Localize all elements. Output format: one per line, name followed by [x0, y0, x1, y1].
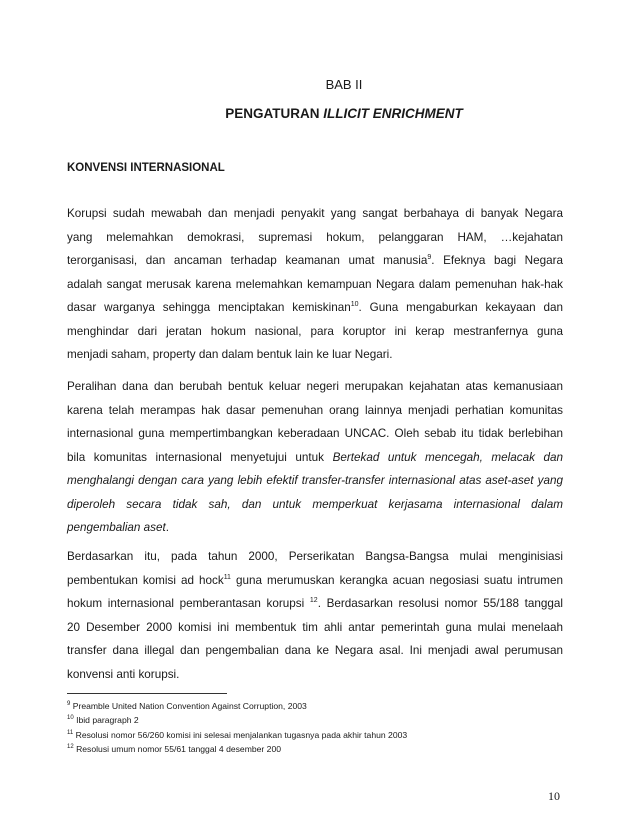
chapter-title — [0, 106, 638, 121]
footnote-number: 12 — [67, 744, 74, 751]
text-line — [67, 320, 563, 344]
text-run: Korupsi sudah mewabah dan menjadi penyakit yang sangat berbahaya di banyak Negara — [67, 207, 563, 220]
footnotes — [67, 699, 407, 757]
text-run: . Efeknya bagi Negara — [431, 254, 563, 267]
footnote-number: 10 — [67, 715, 74, 722]
text-run: . — [165, 521, 170, 534]
footnote-ref: 12 — [309, 597, 318, 605]
text-run: 20 Desember 2000 komisi ini membentuk tim ahli antar pemerintah guna mulai menelaah — [67, 620, 563, 634]
text-run: dasar warganya sehingga menciptakan kemiskinan — [67, 301, 351, 314]
chapter-title-prefix: PENGATURAN — [225, 106, 324, 121]
paragraph — [67, 375, 563, 540]
paragraph — [67, 202, 563, 367]
text-run: konvensi anti korupsi. — [67, 667, 180, 681]
footnote-number: 11 — [67, 729, 74, 736]
text-line — [67, 493, 563, 517]
text-run: menjadi saham, property dan dalam bentuk lain ke luar Negari. — [67, 348, 393, 361]
text-line — [67, 226, 563, 250]
text-line — [67, 446, 563, 470]
text-line — [67, 569, 563, 593]
text-line — [67, 202, 563, 226]
italic-text: Bertekad untuk mencegah, melacak dan — [332, 450, 563, 464]
footnote-text: Resolusi umum nomor 55/61 tanggal 4 desember 200 — [73, 744, 282, 755]
footnote-ref: 9 — [427, 254, 432, 262]
footnote-ref: 10 — [350, 301, 359, 309]
text-line — [67, 545, 563, 569]
text-run: Berdasarkan itu, pada tahun 2000, Perserikatan Bangsa-Bangsa mulai menginisiasi — [67, 550, 563, 563]
footnote — [67, 742, 407, 756]
italic-text: diperoleh secara tidak sah, dan untuk memperkuat kerjasama internasional dalam — [67, 497, 563, 511]
text-run: karena telah merampas hak dasar pemenuhan orang lainnya menjadi perhatian komunitas — [67, 403, 563, 417]
section-heading: KONVENSI INTERNASIONAL — [67, 162, 225, 174]
text-run: transfer dana illegal dan pengembalian dana ke Negara asal. Ini menjadi awal perumusan — [67, 644, 563, 657]
footnote-text: Preamble United Nation Convention Against Corruption, 2003 — [70, 701, 307, 711]
text-line — [67, 249, 563, 273]
page-number: 10 — [548, 789, 560, 803]
italic-text: pengembalian aset — [67, 521, 166, 534]
text-line — [67, 296, 563, 320]
text-run: . Berdasarkan resolusi nomor 55/188 tanggal — [317, 597, 563, 610]
text-run: bila komunitas internasional menyetujui untuk — [67, 450, 333, 464]
paragraph — [67, 545, 563, 686]
text-run: pembentukan komisi ad hock — [67, 573, 224, 587]
footnote — [67, 699, 407, 713]
text-line — [67, 592, 563, 616]
footnote-ref: 11 — [223, 573, 231, 581]
text-run: hokum internasional pemberantasan korupsi — [67, 597, 310, 610]
footnote — [67, 713, 407, 727]
text-line — [67, 273, 563, 297]
text-line — [67, 663, 563, 687]
text-line — [67, 516, 563, 540]
text-line — [67, 469, 563, 493]
text-line — [67, 375, 563, 399]
italic-text: menghalangi dengan cara yang lebih efektif transfer-transfer internasional atas aset-aset yang — [67, 474, 563, 487]
text-run: internasional guna mempertimbangkan keberadaan UNCAC. Oleh sebab itu tidak berlebihan — [67, 427, 563, 440]
footnote-text: Resolusi nomor 56/260 komisi ini selesai menjalankan tugasnya pada akhir tahun 2003 — [73, 729, 408, 740]
text-run: adalah sangat merusak karena melemahkan kemampuan Negara dalam pemenuhan hak-hak — [67, 277, 563, 291]
text-line — [67, 616, 563, 640]
text-line — [67, 639, 563, 663]
text-run: terorganisasi, dan ancaman terhadap keamanan umat manusia — [67, 254, 428, 267]
text-run: yang melemahkan demokrasi, supremasi hokum, pelanggaran HAM, …kejahatan — [67, 230, 563, 244]
chapter-heading: BAB II — [325, 77, 363, 92]
text-line — [67, 399, 563, 423]
text-run: Peralihan dana dan berubah bentuk keluar negeri merupakan kejahatan atas kemanusiaan — [67, 380, 563, 393]
text-run: menghindar dari jeratan hokum nasional, para koruptor ini kerap mestranfernya guna — [67, 324, 563, 338]
footnote-divider — [67, 693, 227, 694]
chapter-title-italic: ILLICIT ENRICHMENT — [323, 106, 463, 121]
text-run: . Guna mengaburkan kekayaan dan — [358, 301, 563, 314]
footnote-number: 9 — [67, 701, 71, 708]
footnote — [67, 728, 407, 742]
text-line — [67, 343, 563, 367]
text-line — [67, 422, 563, 446]
text-run: guna merumuskan kerangka acuan negosiasi suatu intrumen — [230, 573, 563, 587]
footnote-text: Ibid paragraph 2 — [73, 715, 139, 726]
